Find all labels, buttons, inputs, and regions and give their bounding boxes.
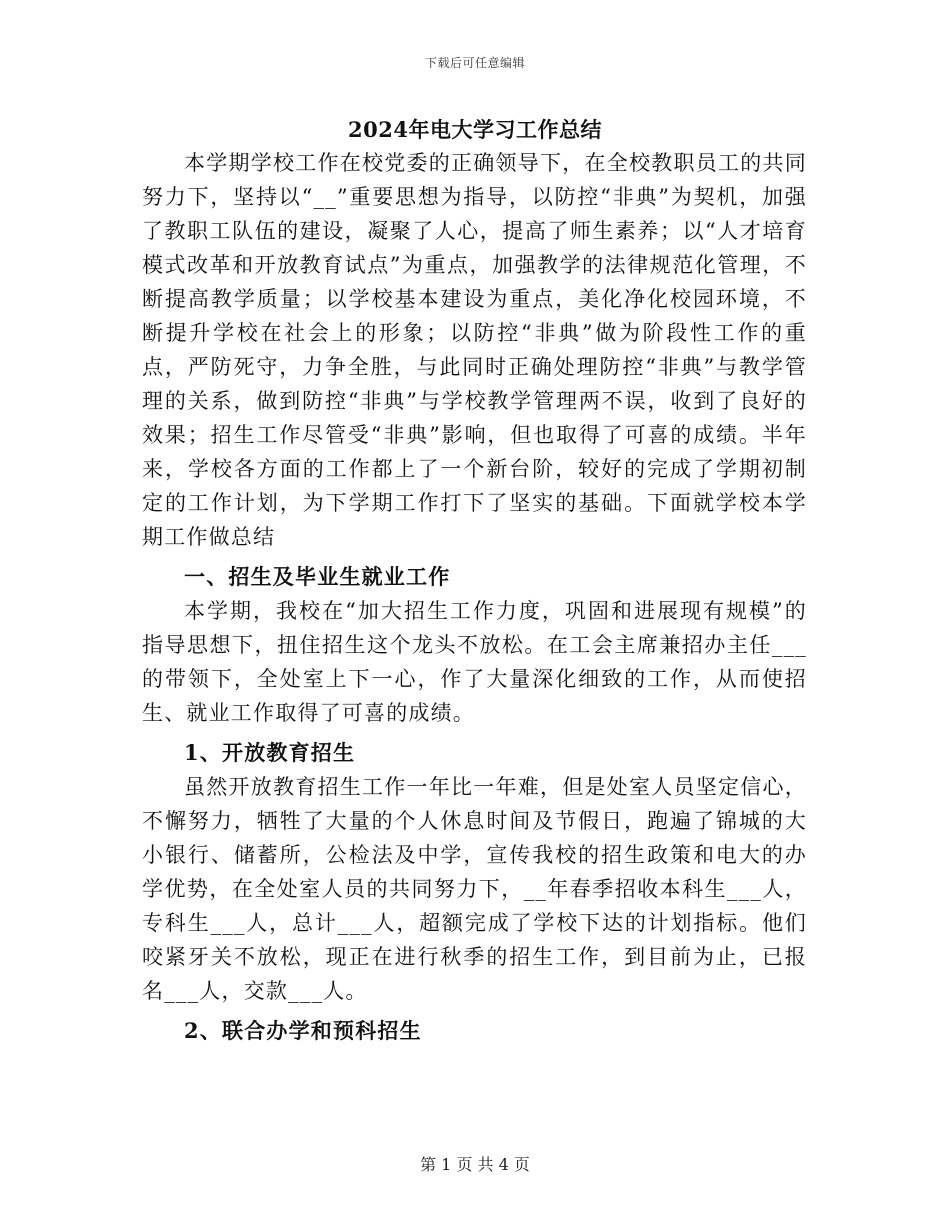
subsection-heading-open-education: 1、开放教育招生 xyxy=(184,740,356,765)
document-body xyxy=(142,146,807,1048)
intro-paragraph: 本学期学校工作在校党委的正确领导下，在全校教职员工的共同努力下，坚持以“__”重要思想为指导，以防控“非典”为契机，加强了教职工队伍的建设，凝聚了人心，提高了师生素养；以“人才培育模式改革和开放教育试点”为重点，加强教学的法律规范化管理，不断提高教学质量；以学校基本建设为重点，美化净化校园环境，不断提升学校在社会上的形象；以防控“非典”做为阶段性工作的重点，严防死守，力争全胜，与此同时正确处理防控“非典”与教学管理的关系，做到防控“非典”与学校教学管理两不误，收到了良好的效果；招生工作尽管受“非典”影响，但也取得了可喜的成绩。半年来，学校各方面的工作都上了一个新台阶，较好的完成了学期初制定的工作计划，为下学期工作打下了坚实的基础。下面就学校本学期工作做总结 xyxy=(142,151,807,549)
document-title: 2024年电大学习工作总结 xyxy=(348,117,602,142)
subsection-paragraph-open-education: 虽然开放教育招生工作一年比一年难，但是处室人员坚定信心，不懈努力，牺牲了大量的个人休息时间及节假日，跑遍了锦城的大小银行、储蓄所，公检法及中学，宣传我校的招生政策和电大的办学优势，在全处室人员的共同努力下，__年春季招收本科生___人，专科生___人，总计___人，超额完成了学校下达的计划指标。他们咬紧牙关不放松，现正在进行秋季的招生工作，到目前为止，已报名___人，交款___人。 xyxy=(142,775,807,1003)
page-number: 第 1 页 共 4 页 xyxy=(420,1155,530,1174)
section-paragraph-enrollment: 本学期，我校在“加大招生工作力度，巩固和进展现有规模”的指导思想下，扭住招生这个龙头不放松。在工会主席兼招办主任___的带领下，全处室上下一心，作了大量深化细致的工作，从而使招生、就业工作取得了可喜的成绩。 xyxy=(142,599,807,725)
header-note: 下载后可任意编辑 xyxy=(424,56,525,70)
section-heading-enrollment: 一、招生及毕业生就业工作 xyxy=(184,564,451,589)
subsection-heading-joint-program: 2、联合办学和预科招生 xyxy=(184,1018,422,1043)
